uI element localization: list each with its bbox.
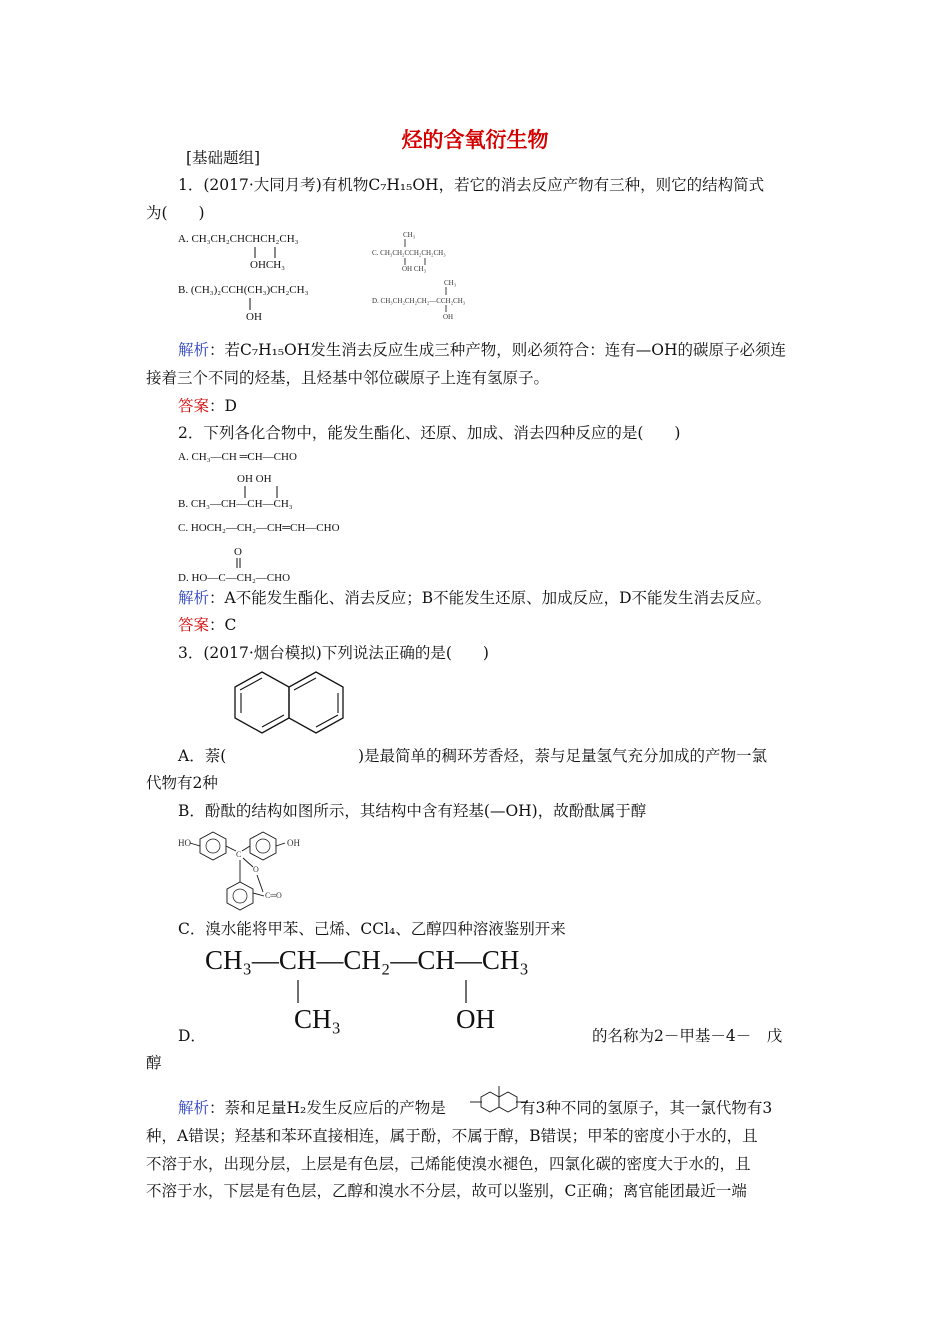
page-title: 烃的含氧衍生物 [401,128,549,152]
q3-option-b: B．酚酞的结构如图所示，其结构中含有羟基(—OH)，故酚酞属于醇 [178,802,647,820]
q1-option-b: B. (CH₃)₂CCH(CH₃)CH₂CH₃ [178,284,309,296]
phenolphthalein-o: O [253,865,259,874]
q3-analysis-line3: 不溶于水，出现分层，上层是有色层，己烯能使溴水褪色，四氯化碳的密度大于水的，且 [146,1155,751,1173]
q1-option-b-sub: OH [246,311,262,323]
q2-option-b: B. CH₃—CH—CH—CH₃ [178,498,293,510]
q1-option-d-top: CH₃ [444,279,457,287]
q2-analysis-text: ：A不能发生酯化、消去反应；B不能发生还原、加成反应，D不能发生消去反应。 [209,589,772,607]
group-label: [基础题组] [186,149,261,167]
q3-analysis-text-b: 有3种不同的氢原子，其一氯代物有3 [520,1099,773,1117]
phenolphthalein-ho: HO [178,838,191,848]
q3-analysis-text-a: ：萘和足量H₂发生反应后的产物是 [209,1099,446,1117]
q1-analysis-line2: 接着三个不同的烃基，且烃基中邻位碳原子上连有氢原子。 [146,369,550,387]
q1-stem-line1: 1．(2017·大同月考)有机物C₇H₁₅OH，若它的消去反应产物有三种，则它的结构简式 [178,176,765,194]
phenolphthalein-c: C [236,850,242,859]
q3-option-d-formula: CH₃—CH—CH₂—CH—CH₃ [205,945,529,975]
q1-analysis-label: 解析 [178,341,210,359]
q1-option-d: D. CH₃CH₂CH₂CH₂—CCH₂CH₃ [372,297,466,305]
q3-option-d-oh: OH [456,1004,495,1034]
phenolphthalein-co: C═O [265,891,282,900]
q2-option-a: A. CH₃—CH ═CH—CHO [178,451,297,463]
q1-stem-line2: 为( ) [146,204,205,222]
q2-analysis-label: 解析 [178,589,210,607]
q1-option-a-sub: OHCH₃ [250,259,286,271]
q2-option-d-top: O [234,546,242,558]
q1-answer-label: 答案 [178,397,210,415]
q1-option-a: A. CH₃CH₂CHCHCH₂CH₃ [178,233,299,245]
q3-option-d-label: D． [178,1027,206,1045]
q2-stem: 2．下列各化合物中，能发生酯化、还原、加成、消去四种反应的是( ) [178,424,681,442]
q3-option-d-ch3: CH₃ [294,1004,341,1034]
q1-analysis-text: ：若C₇H₁₅OH发生消去反应生成三种产物，则必须符合：连有—OH的碳原子必须连 [209,341,786,359]
q3-analysis-line4: 不溶于水，下层是有色层，乙醇和溴水不分层，故可以鉴别，C正确；离官能团最近一端 [146,1182,747,1200]
q2-answer-label: 答案 [178,616,210,634]
phenolphthalein-oh: OH [287,838,300,848]
q2-option-b-top: OH OH [237,473,272,485]
q3-option-d-name2: 醇 [146,1054,162,1072]
q3-stem: 3．(2017·烟台模拟)下列说法正确的是( ) [178,644,489,662]
q2-option-c: C. HOCH₂—CH₂—CH═CH—CHO [178,522,340,534]
q1-answer-value: ：D [209,397,237,415]
q3-option-a-line2: 代物有2种 [146,774,218,792]
q3-analysis-label: 解析 [178,1099,210,1117]
q2-answer-value: ：C [209,616,237,634]
q3-option-d-name: 的名称为2－甲基－4－ 戊 [592,1027,783,1045]
q1-option-c-sub: OH CH₃ [402,265,427,273]
q1-option-c: C. CH₃CH₂CCH₂CH₂CH₃ [372,249,446,257]
q3-analysis-line2: 种，A错误；羟基和苯环直接相连，属于酚，不属于醇，B错误；甲苯的密度小于水的，且 [146,1127,758,1145]
q3-option-c: C．溴水能将甲苯、己烯、CCl₄、乙醇四种溶液鉴别开来 [178,920,566,938]
q1-option-c-top: CH₃ [403,231,416,239]
q1-option-d-sub: OH [443,313,454,321]
q3-option-a-start: A．萘( [178,747,227,765]
q3-option-a-end: )是最简单的稠环芳香烃，萘与足量氢气充分加成的产物一氯 [358,747,768,765]
q2-option-d: D. HO—C—CH₂—CHO [178,572,291,584]
